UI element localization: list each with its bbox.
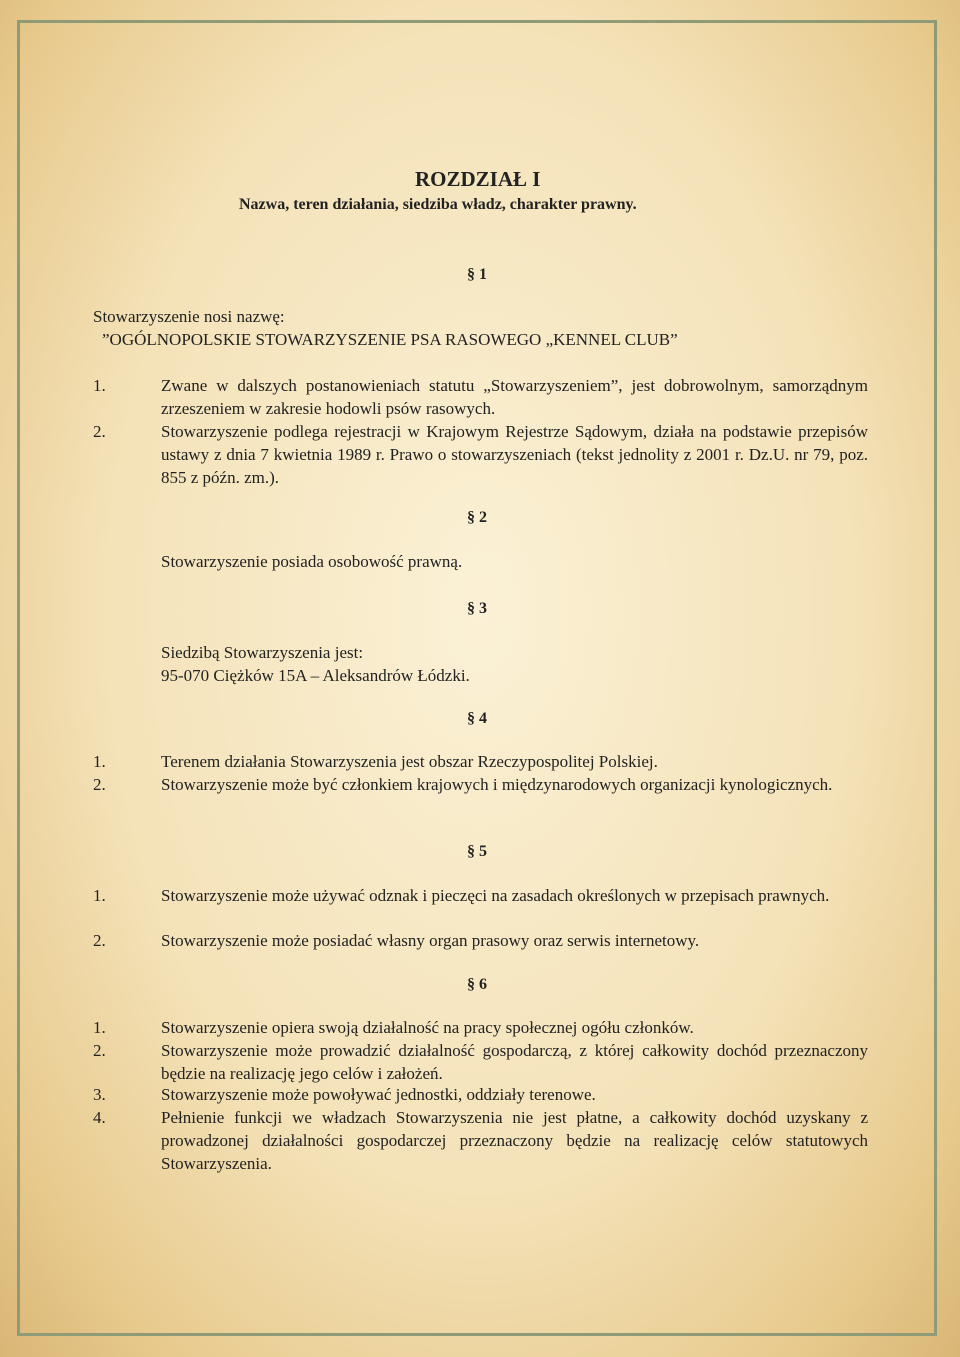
item-text: Stowarzyszenie może posiadać własny organ prasowy oraz serwis internetowy. (161, 931, 700, 950)
chapter-title: ROZDZIAŁ I (415, 167, 541, 191)
item-text: Stowarzyszenie może powoływać jednostki, oddziały terenowe. (161, 1085, 596, 1104)
name-intro: Stowarzyszenie nosi nazwę: (93, 307, 285, 326)
item-number: 2. (93, 775, 106, 794)
item-text: Stowarzyszenie może być członkiem krajowych i międzynarodowych organizacji kynologicznych. (161, 775, 833, 794)
item-number: 4. (93, 1108, 106, 1127)
seat-intro: Siedzibą Stowarzyszenia jest: (161, 643, 364, 662)
item-text: Terenem działania Stowarzyszenia jest obszar Rzeczypospolitej Polskiej. (161, 752, 658, 771)
legal-personality-text: Stowarzyszenie posiada osobowość prawną. (161, 552, 463, 571)
item-number: 1. (93, 752, 106, 771)
section-mark-6: § 6 (467, 976, 487, 993)
section-mark-1: § 1 (467, 266, 487, 283)
chapter-subtitle: Nazwa, teren działania, siedziba władz, charakter prawny. (239, 196, 637, 213)
item-text: Zwane w dalszych postanowieniach statutu „Stowarzyszeniem”, jest dobrowolnym, samorządnym zrzeszeniem w zakresie hodowli psów rasowych. (161, 376, 868, 418)
section-mark-3: § 3 (467, 600, 487, 617)
item-text: Stowarzyszenie może używać odznak i pieczęci na zasadach określonych w przepisach prawnych. (161, 886, 830, 905)
item-text: Stowarzyszenie opiera swoją działalność na pracy społecznej ogółu członków. (161, 1018, 694, 1037)
section-mark-2: § 2 (467, 509, 487, 526)
item-number: 2. (93, 1041, 106, 1060)
item-number: 2. (93, 931, 106, 950)
item-text: Stowarzyszenie podlega rejestracji w Krajowym Rejestrze Sądowym, działa na podstawie przepisów ustawy z dnia 7 kwietnia 1989 r. Prawo o stowarzyszeniach (tekst jednolity z 2001 r. Dz.U. nr 79, poz. 855 z późn. zm.). (161, 422, 868, 487)
item-text: Pełnienie funkcji we władzach Stowarzyszenia nie jest płatne, a całkowity dochód uzyskany z prowadzonej działalności gospodarczej przeznaczony będzie na realizację celów statutowych Stowarzyszenia. (161, 1108, 868, 1173)
seat-address: 95-070 Ciężków 15A – Aleksandrów Łódzki. (161, 666, 470, 685)
section-mark-5: § 5 (467, 843, 487, 860)
item-number: 1. (93, 1018, 106, 1037)
item-number: 1. (93, 376, 106, 395)
association-name: ”OGÓLNOPOLSKIE STOWARZYSZENIE PSA RASOWEGO „KENNEL CLUB” (102, 330, 678, 349)
item-number: 3. (93, 1085, 106, 1104)
item-number: 2. (93, 422, 106, 441)
item-number: 1. (93, 886, 106, 905)
item-text: Stowarzyszenie może prowadzić działalność gospodarczą, z której całkowity dochód przeznaczony będzie na realizację jego celów i założeń. (161, 1041, 868, 1083)
section-mark-4: § 4 (467, 710, 487, 727)
